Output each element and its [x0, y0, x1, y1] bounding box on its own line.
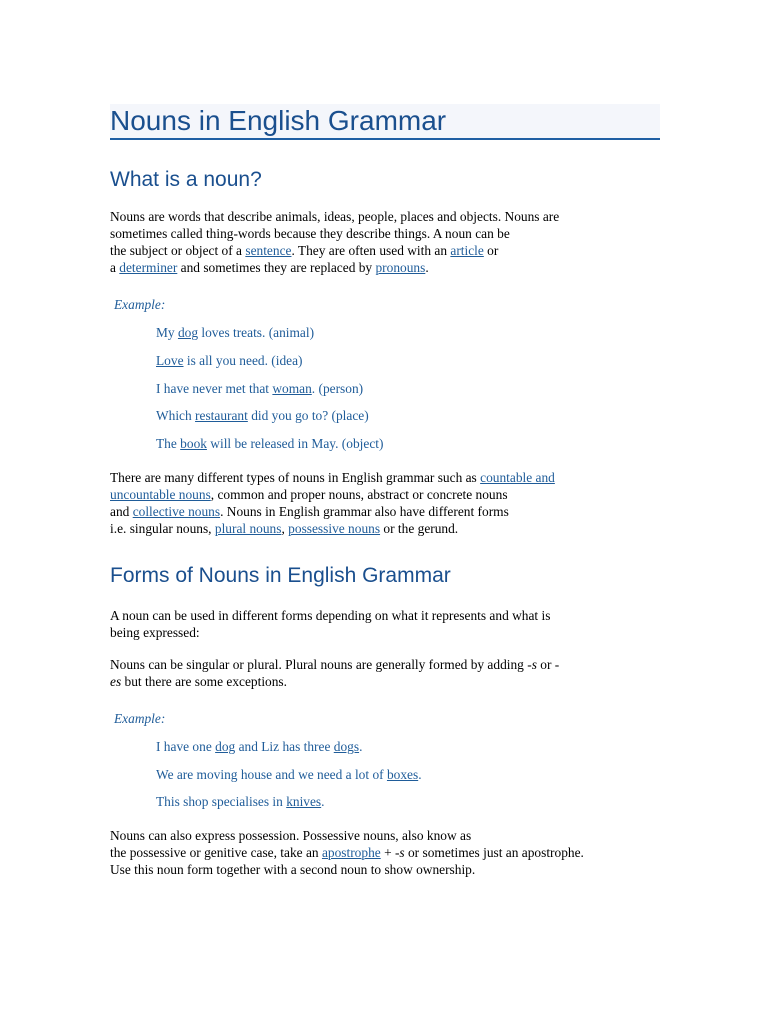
- text-line: [110, 656, 559, 673]
- example-label: Example:: [114, 711, 166, 726]
- text-run: the subject or object of a: [110, 243, 246, 258]
- example-sentence: [156, 766, 422, 783]
- link-boxes[interactable]: boxes: [386, 767, 419, 782]
- link-determiner[interactable]: determiner: [119, 260, 178, 275]
- text-line: [110, 520, 555, 537]
- paragraph-noun-definition: [110, 208, 559, 276]
- text-line: [110, 469, 555, 486]
- example-sentence: [156, 380, 363, 397]
- text-line: Nouns can also express possession. Possessive nouns, also know as: [110, 828, 472, 843]
- text-line: Nouns are words that describe animals, ideas, people, places and objects. Nouns are: [110, 209, 560, 224]
- paragraph-possession: [110, 827, 584, 878]
- text-run: es: [110, 674, 122, 689]
- text-run: and: [110, 504, 133, 519]
- example-sentence: [156, 324, 314, 341]
- text-run: I have never met that: [156, 381, 273, 396]
- link-apostrophe[interactable]: apostrophe: [321, 845, 381, 860]
- text-run: did you go to? (place): [247, 408, 369, 423]
- text-run: . Nouns in English grammar also have different forms: [220, 504, 509, 519]
- example-sentence: [156, 738, 362, 755]
- text-run: i.e. singular nouns,: [110, 521, 215, 536]
- link-pronouns[interactable]: pronouns: [375, 260, 426, 275]
- text-line: [110, 259, 559, 276]
- text-run: but there are some exceptions.: [121, 674, 287, 689]
- example-sentence: [156, 435, 383, 452]
- link-book[interactable]: book: [180, 436, 207, 451]
- text-run: ,: [281, 521, 289, 536]
- link-dog[interactable]: dog: [177, 325, 199, 340]
- text-run: the possessive or genitive case, take an: [110, 845, 322, 860]
- text-run: or -: [536, 657, 560, 672]
- text-run: +: [380, 845, 395, 860]
- text-run: . (person): [311, 381, 364, 396]
- text-line: [110, 242, 559, 259]
- text-run: or the gerund.: [380, 521, 459, 536]
- text-line: sometimes called thing-words because they describe things. A noun can be: [110, 226, 510, 241]
- text-run: The: [156, 436, 181, 451]
- text-run: .: [359, 739, 363, 754]
- text-run: There are many different types of nouns in English grammar such as: [110, 470, 481, 485]
- link-love[interactable]: Love: [156, 353, 184, 368]
- link-countable-nouns[interactable]: countable and: [480, 470, 555, 485]
- heading-what-is-a-noun: What is a noun?: [110, 168, 262, 191]
- example-sentence: [156, 407, 369, 424]
- link-uncountable-nouns[interactable]: uncountable nouns: [110, 487, 211, 502]
- link-woman[interactable]: woman: [272, 381, 312, 396]
- example-label: Example:: [114, 297, 166, 312]
- link-collective-nouns[interactable]: collective nouns: [132, 504, 221, 519]
- text-run: Which: [156, 408, 196, 423]
- text-line: [110, 486, 555, 503]
- link-dogs[interactable]: dogs: [333, 739, 360, 754]
- text-run: , common and proper nouns, abstract or concrete nouns: [210, 487, 508, 502]
- text-run: loves treats. (animal): [198, 325, 315, 340]
- text-run: is all you need. (idea): [183, 353, 303, 368]
- paragraph-forms-intro: [110, 607, 550, 641]
- text-line: A noun can be used in different forms depending on what it represents and what is: [110, 608, 551, 623]
- example-sentence: [156, 352, 303, 369]
- text-run: and Liz has three: [235, 739, 334, 754]
- text-line: being expressed:: [110, 625, 200, 640]
- text-run: -s: [527, 657, 537, 672]
- text-line: [110, 503, 555, 520]
- text-run: and sometimes they are replaced by: [177, 260, 376, 275]
- text-run: a: [110, 260, 120, 275]
- link-knives[interactable]: knives: [286, 794, 322, 809]
- text-run: -s: [394, 845, 405, 860]
- text-run: Nouns can be singular or plural. Plural nouns are generally formed by adding: [110, 657, 528, 672]
- link-dog[interactable]: dog: [215, 739, 236, 754]
- text-run: .: [321, 794, 325, 809]
- text-line: [110, 844, 584, 861]
- link-possessive-nouns[interactable]: possessive nouns: [288, 521, 381, 536]
- text-run: will be released in May. (object): [206, 436, 384, 451]
- text-run: .: [418, 767, 422, 782]
- paragraph-singular-plural: [110, 656, 559, 690]
- link-restaurant[interactable]: restaurant: [195, 408, 248, 423]
- text-run: or: [483, 243, 499, 258]
- text-run: I have one: [156, 739, 216, 754]
- link-sentence[interactable]: sentence: [245, 243, 292, 258]
- paragraph-noun-types: [110, 469, 555, 537]
- text-run: My: [156, 325, 178, 340]
- text-run: . They are often used with an: [291, 243, 451, 258]
- page-title: Nouns in English Grammar: [110, 105, 447, 136]
- link-article[interactable]: article: [450, 243, 484, 258]
- text-run: We are moving house and we need a lot of: [156, 767, 387, 782]
- text-line: [110, 673, 559, 690]
- text-run: or sometimes just an apostrophe.: [404, 845, 584, 860]
- heading-forms-of-nouns: Forms of Nouns in English Grammar: [110, 564, 451, 587]
- link-plural-nouns[interactable]: plural nouns: [214, 521, 282, 536]
- text-run: .: [425, 260, 429, 275]
- example-sentence: [156, 793, 325, 810]
- text-line: Use this noun form together with a second noun to show ownership.: [110, 862, 476, 877]
- text-run: This shop specialises in: [156, 794, 287, 809]
